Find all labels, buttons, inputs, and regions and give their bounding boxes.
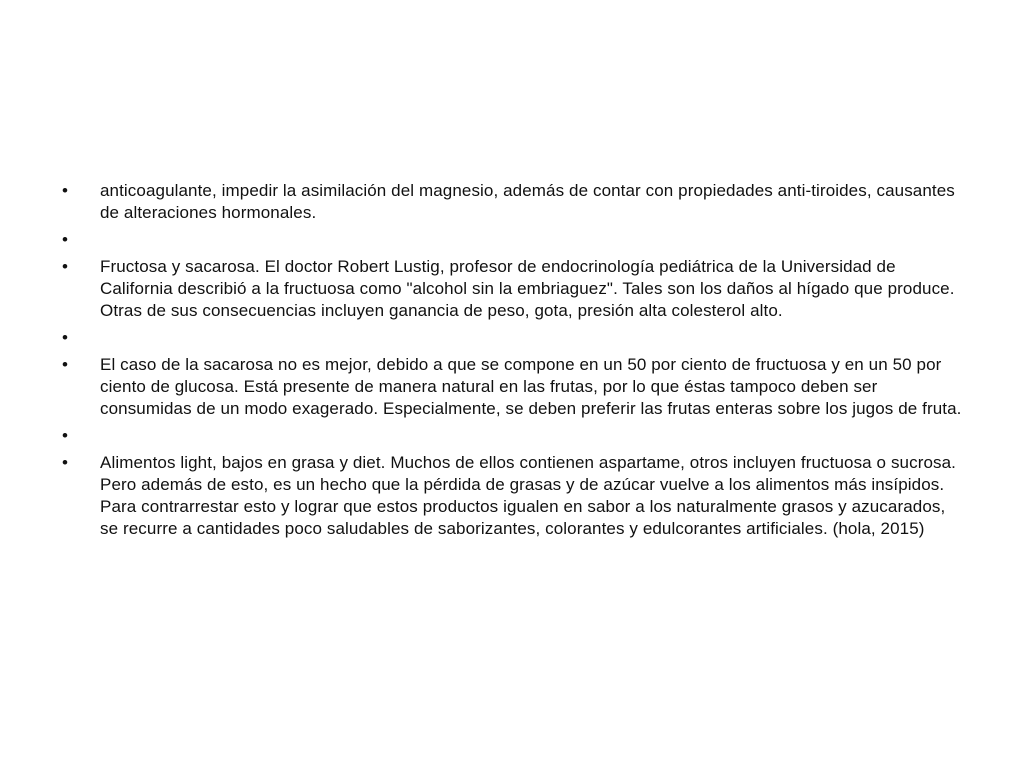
bullet-icon: • bbox=[62, 426, 69, 445]
list-item bbox=[62, 256, 962, 322]
bullet-icon: • bbox=[62, 181, 69, 200]
list-item-empty bbox=[62, 327, 962, 349]
list-item bbox=[62, 354, 962, 420]
list-item-empty bbox=[62, 229, 962, 251]
bullet-icon: • bbox=[62, 328, 69, 347]
bullet-icon: • bbox=[62, 257, 69, 276]
list-item-text: Alimentos light, bajos en grasa y diet. Muchos de ellos contienen aspartame, otros incluyen fructuosa o sucrosa. Pero además de esto, es un hecho que la pérdida de grasas y de azúcar vuelve a los alimentos más insípidos. Para contrarrestar esto y lograr que estos productos igualen en sabor a los naturalmente grasos y azucarados, se recurre a cantidades poco saludables de saborizantes, colorantes y edulcorantes artificiales. (hola, 2015) bbox=[100, 453, 956, 538]
list-item-text: El caso de la sacarosa no es mejor, debido a que se compone en un 50 por ciento de fructuosa y en un 50 por ciento de glucosa. Está presente de manera natural en las frutas, por lo que éstas tampoco deben ser consumidas de un modo exagerado. Especialmente, se deben preferir las frutas enteras sobre los jugos de fruta. bbox=[100, 355, 962, 418]
bullet-icon: • bbox=[62, 230, 69, 249]
list-item-empty bbox=[62, 425, 962, 447]
bullet-list bbox=[62, 180, 962, 545]
bullet-icon: • bbox=[62, 453, 69, 472]
list-item-text: Fructosa y sacarosa. El doctor Robert Lustig, profesor de endocrinología pediátrica de la Universidad de California describió a la fructuosa como "alcohol sin la embriaguez". Tales son los daños al hígado que produce. Otras de sus consecuencias incluyen ganancia de peso, gota, presión alta colesterol alto. bbox=[100, 257, 955, 320]
list-item bbox=[62, 180, 962, 224]
list-item bbox=[62, 452, 962, 540]
list-item-text: anticoagulante, impedir la asimilación del magnesio, además de contar con propiedades anti-tiroides, causantes de alteraciones hormonales. bbox=[100, 181, 955, 222]
bullet-icon: • bbox=[62, 355, 69, 374]
